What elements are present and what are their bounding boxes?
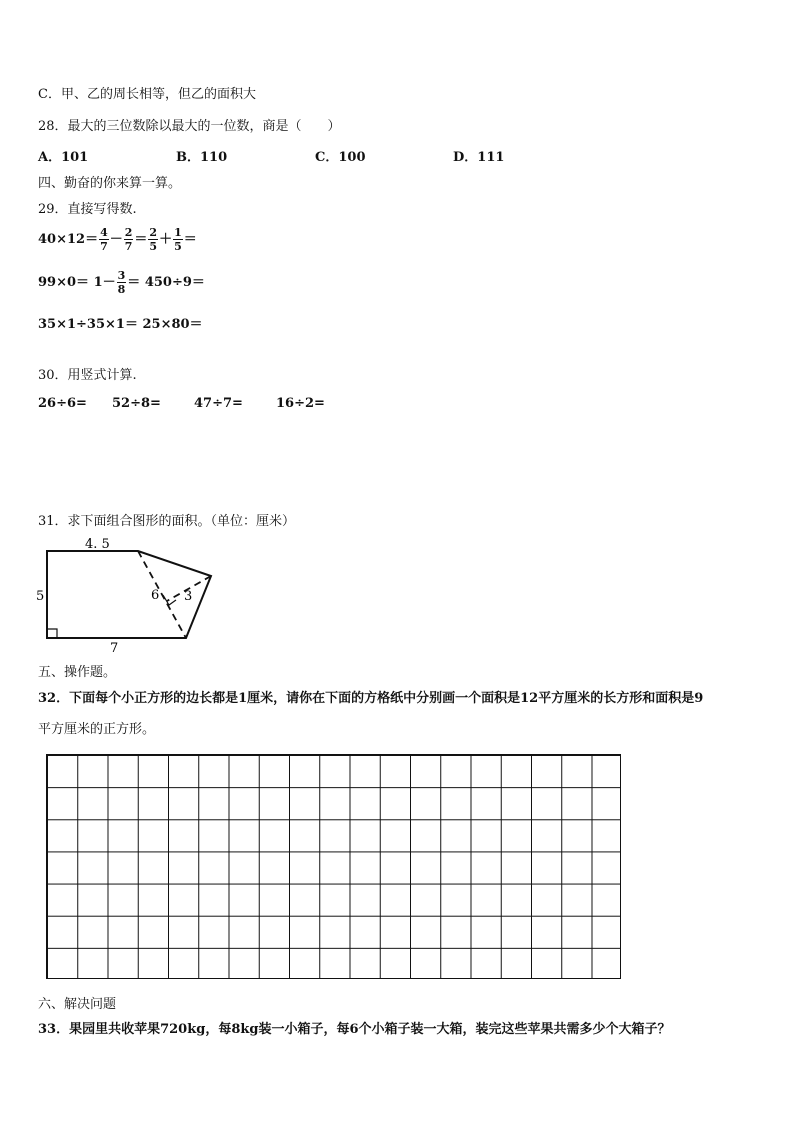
section-4-title: 四、勤奋的你来算一算。 [38,176,182,191]
q29-stem: 29．直接写得数. [38,202,137,217]
q30-item-1: 26÷6= [38,396,87,411]
q27-option-c: C．甲、乙的周长相等，但乙的面积大 [38,87,256,102]
denominator: 5 [174,240,182,253]
section-5-title: 五、操作题。 [38,665,117,680]
q28-option-b: B．110 [176,150,228,165]
numerator: 3 [117,269,126,282]
label-bottom: 7 [110,641,119,656]
equals-sign: ＝ [134,232,148,247]
q30-stem: 30．用竖式计算. [38,368,137,383]
q30-item-2: 52÷8= [112,396,161,411]
label-top: 4. 5 [85,537,110,552]
label-left: 5 [36,589,45,604]
section-6-title: 六、解决问题 [38,997,117,1012]
q28-stem: 28．最大的三位数除以最大的一位数，商是（ ） [38,119,341,134]
numerator: 2 [124,226,133,239]
numerator: 1 [174,226,182,239]
q28-option-a: A．101 [38,150,89,165]
denominator: 5 [149,240,158,253]
one-minus: 1－ [93,275,116,290]
q28-option-c: C．100 [315,150,366,165]
q30-item-4: 16÷2= [276,396,325,411]
equals-sign: ＝ [127,275,141,290]
q29-expr-40x12: 40×12＝ [38,232,99,247]
denominator: 7 [124,240,133,253]
label-height: 3 [184,589,193,604]
q29-expr-450div9: 450÷9＝ [144,275,205,290]
q29-row-3: 35×1÷35×1＝ 25×80＝ [38,317,203,332]
minus-sign: － [109,232,123,247]
numerator: 2 [149,226,158,239]
plus-sign: ＋ [159,232,173,247]
right-angle-mark-corner [47,629,57,638]
label-diagonal: 6 [151,588,160,603]
q33-stem: 33．果园里共收苹果720kg，每8kg装一小箱子，每6个小箱子装一大箱，装完这些苹果共需多少个大箱子？ [38,1022,671,1037]
denominator: 8 [117,283,126,296]
q32-line-1: 32．下面每个小正方形的边长都是1厘米，请你在下面的方格纸中分别画一个面积是12平方厘米的长方形和面积是9 [38,691,704,706]
q32-line-2: 平方厘米的正方形。 [38,722,156,737]
q31-stem: 31．求下面组合图形的面积。（单位：厘米） [38,514,296,529]
q29-expr-99x0: 99×0＝ [38,275,90,290]
denominator: 7 [100,240,108,253]
equals-sign: ＝ [183,232,197,247]
q28-option-d: D．111 [453,150,505,165]
numerator: 4 [100,226,108,239]
square-grid-paper[interactable] [46,754,621,979]
q30-item-3: 47÷7= [194,396,243,411]
